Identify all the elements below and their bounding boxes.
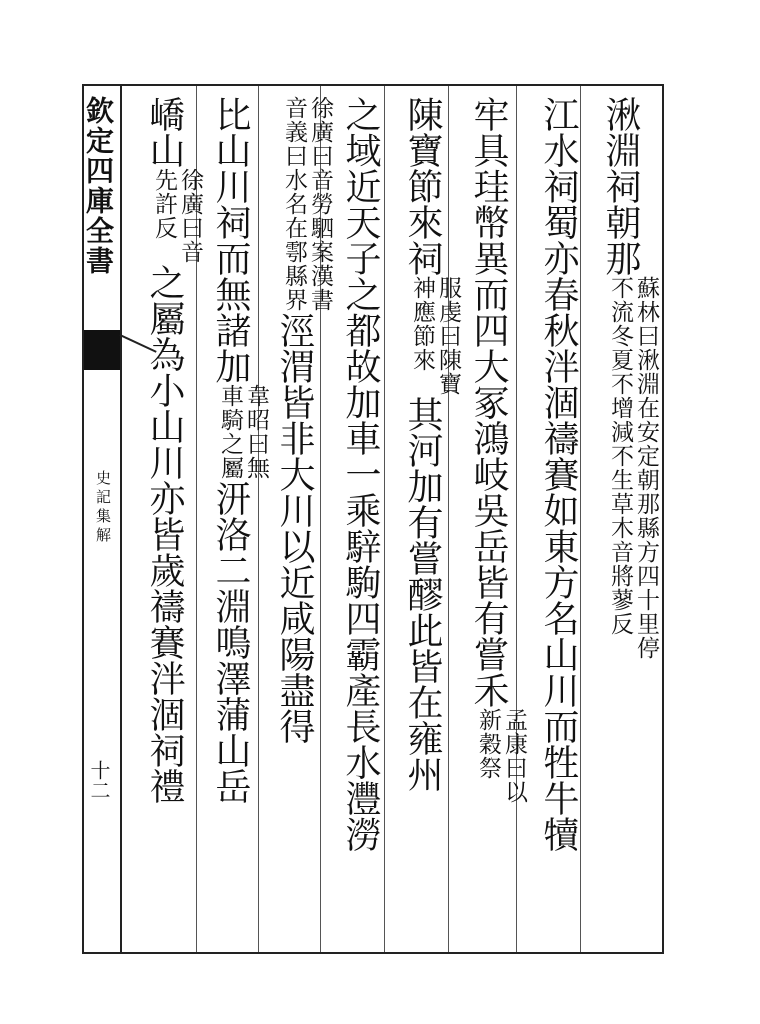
fishtail-mark [84, 330, 120, 370]
column-main-text: 江水祠蜀亦春秋泮涸禱賽如東方名山川而牲牛犢 [538, 96, 579, 852]
column-annotation: 孟康曰以 新穀祭 [475, 708, 527, 804]
column-annotation: 蘇林曰湫淵在安定朝那縣方四十里停 不流冬夏不增減不生草木音將蓼反 [607, 276, 659, 660]
text-column-5 [334, 96, 386, 946]
column-continuation: 之屬為小山川亦皆歲禱賽泮涸祠禮 [144, 264, 185, 804]
column-annotation: 服虔曰陳寶 神應節來 [409, 276, 461, 396]
text-column-7 [204, 96, 269, 946]
text-column-6 [268, 96, 333, 946]
text-column-3 [462, 96, 527, 946]
column-continuation: 涇渭皆非大川以近咸陽盡得 [274, 312, 315, 744]
column-main-text: 陳寶節來祠 [402, 96, 443, 276]
book-title: 欽定四庫全書 [82, 96, 115, 276]
column-main-text: 湫淵祠朝那 [600, 96, 641, 276]
page-number: 十二 [87, 760, 111, 800]
column-main-text: 牢具珪幣異而四大冢鴻岐吳岳皆有嘗禾 [468, 96, 509, 708]
section-title: 史記集解 [94, 470, 112, 546]
text-column-8 [138, 96, 203, 946]
column-continuation: 其河加有嘗醪此皆在雍州 [402, 396, 443, 792]
column-annotation: 韋昭曰無 車騎之屬 [217, 384, 269, 480]
column-annotation: 徐廣曰音 先許反 [151, 168, 203, 264]
text-column-2 [532, 96, 584, 946]
text-column-4 [396, 96, 461, 946]
column-annotation: 徐廣曰音勞駟案漢書 音義曰水名在鄠縣界 [281, 96, 333, 312]
column-main-text: 比山川祠而無諸加 [210, 96, 251, 384]
text-column-1 [594, 96, 659, 946]
column-main-text: 嶠山 [144, 96, 185, 168]
column-main-text: 之域近天子之都故加車一乘騂駒四霸產長水灃澇 [340, 96, 381, 852]
column-continuation: 汧洛二淵鳴澤蒲山岳 [210, 480, 251, 804]
